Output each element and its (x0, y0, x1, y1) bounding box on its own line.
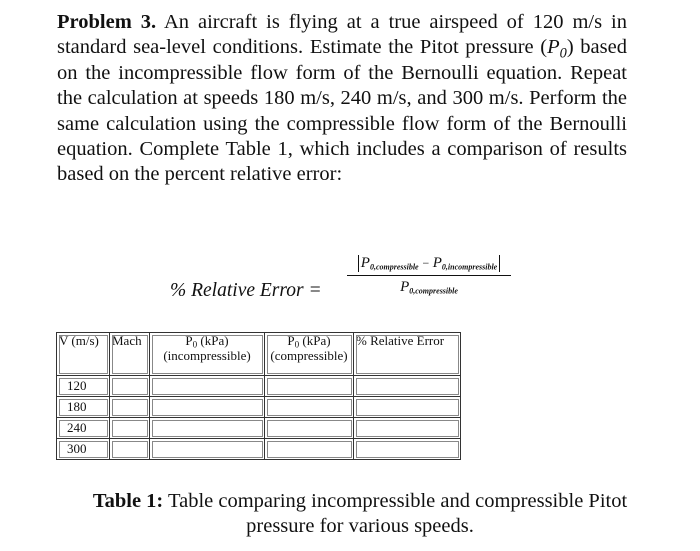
header-p0-incompressible: $P_0$ (kPa) (incompressible) (150, 333, 265, 376)
header-relative-error: % Relative Error (354, 333, 461, 376)
table-caption (60, 489, 660, 539)
speed-cell: 180 (57, 397, 110, 418)
formula-fraction (347, 254, 511, 296)
header-velocity: V (m/s) (57, 333, 110, 376)
formula-numerator: $P_{0,compressible} - P_{0,incompressible}$ (358, 255, 500, 272)
relative-error-cell[interactable] (354, 439, 461, 460)
p0-compressible-cell[interactable] (265, 418, 354, 439)
header-p0-compressible: $P_0$ (kPa) (compressible) (265, 333, 354, 376)
speed-cell: 300 (57, 439, 110, 460)
mach-cell[interactable] (110, 439, 150, 460)
p0-incompressible-cell[interactable] (150, 439, 265, 460)
p0-incompressible-cell[interactable] (150, 418, 265, 439)
problem-text-part1: An aircraft is flying at a true airspeed of 120 m/s in standard sea-level conditions. Estimate the Pitot pressure ( (57, 11, 627, 59)
table-row (57, 397, 461, 418)
caption-text: Table comparing incompressible and compressible Pitot pressure for various speeds. (163, 490, 628, 537)
table-header-row (57, 333, 461, 376)
p0-compressible-cell[interactable] (265, 439, 354, 460)
pitot-symbol: $P_0$ (547, 36, 567, 62)
mach-cell[interactable] (110, 376, 150, 397)
relative-error-formula (170, 244, 530, 314)
table-row (57, 439, 461, 460)
header-mach: Mach (110, 333, 150, 376)
results-table (56, 332, 461, 460)
p0-compressible-cell[interactable] (265, 376, 354, 397)
problem-statement (57, 10, 627, 188)
fraction-bar (347, 275, 511, 276)
formula-lhs: % Relative Error = (170, 280, 322, 301)
relative-error-cell[interactable] (354, 376, 461, 397)
caption-label: Table 1: (92, 490, 164, 512)
formula-denominator: $P_{0,compressible}$ (400, 279, 458, 296)
problem-heading: Problem 3. (57, 11, 157, 33)
p0-incompressible-cell[interactable] (150, 397, 265, 418)
table-row (57, 418, 461, 439)
speed-cell: 240 (57, 418, 110, 439)
relative-error-cell[interactable] (354, 418, 461, 439)
mach-cell[interactable] (110, 397, 150, 418)
table-row (57, 376, 461, 397)
speed-cell: 120 (57, 376, 110, 397)
problem-text-part2: ) based on the incompressible flow form of the Bernoulli equation. Repeat the calculation at speeds 180 m/s, 240 m/s, and 300 m/s. Perform the same calculation using the compressible flow form of the Bernoulli equation. Complete Table 1, which includes a comparison of results based on the percent relative error: (57, 36, 627, 186)
p0-incompressible-cell[interactable] (150, 376, 265, 397)
p0-compressible-cell[interactable] (265, 397, 354, 418)
relative-error-cell[interactable] (354, 397, 461, 418)
mach-cell[interactable] (110, 418, 150, 439)
